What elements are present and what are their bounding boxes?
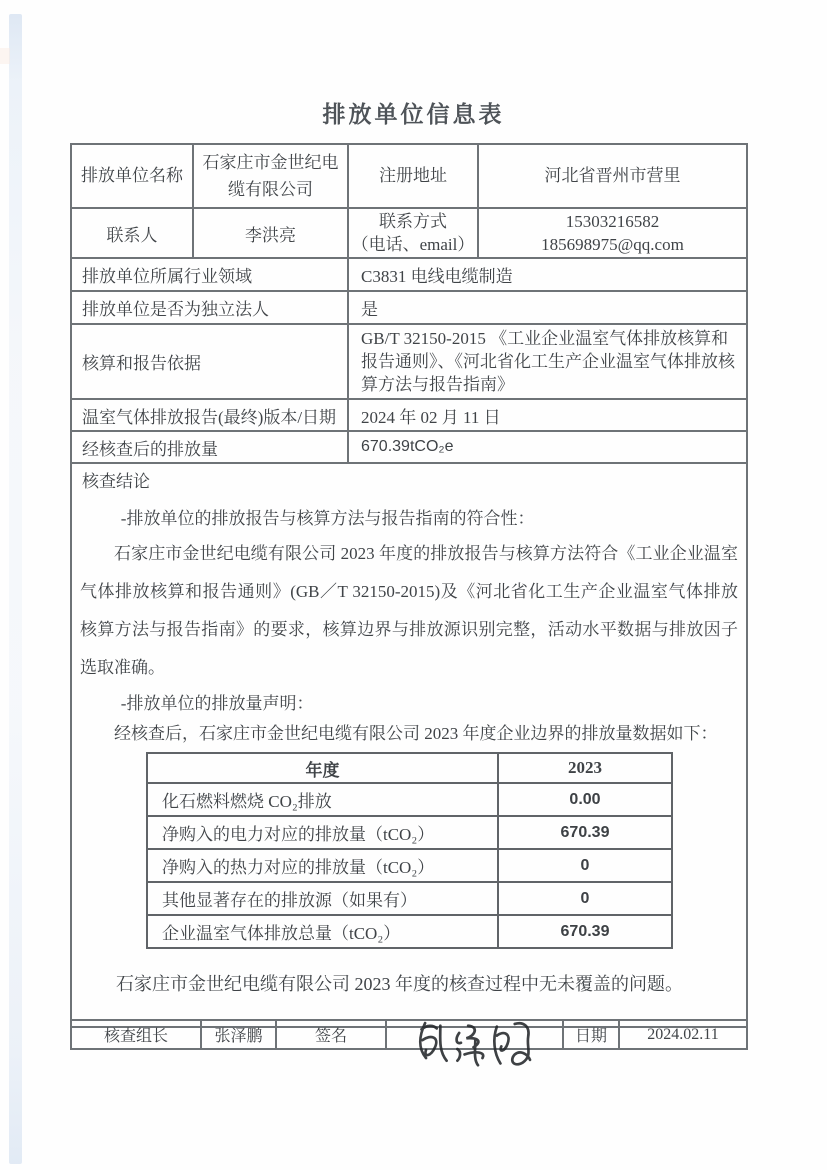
contact-email: 185698975@qq.com	[541, 235, 684, 254]
industry-field-value: C3831 电线电缆制造	[348, 258, 747, 291]
signature-label: 签名	[276, 1020, 386, 1049]
contact-method-label-line1: 联系方式	[379, 212, 447, 231]
report-version-date-value: 2024 年 02 月 11 日	[348, 399, 747, 431]
verified-emission-label: 经核查后的排放量	[71, 431, 348, 463]
table-row	[71, 258, 747, 291]
table-row	[147, 849, 672, 882]
contact-method-label	[348, 208, 478, 258]
conclusion-closing-statement: 石家庄市金世纪电缆有限公司 2023 年度的核查过程中无未覆盖的问题。	[116, 974, 683, 994]
contact-phone: 15303216582	[565, 212, 660, 231]
page-title: 排放单位信息表	[322, 101, 505, 127]
fossil-fuel-co2-label: 化石燃料燃烧 CO₂排放	[147, 783, 498, 816]
contact-person-value: 李洪亮	[193, 208, 348, 258]
table-row	[71, 399, 747, 431]
conclusion-paragraph-1: 石家庄市金世纪电缆有限公司 2023 年度的排放报告与核算方法符合《工业企业温室气体排放核算和报告通则》(GB／T 32150-2015)及《河北省化工生产企业温室气体排放核算方法与报告指南》的要求，核算边界与排放源识别完整，活动水平数据与排放因子选取准确。	[80, 544, 738, 677]
report-version-date-label: 温室气体排放报告(最终)版本/日期	[71, 399, 348, 431]
scanner-smudge-artifact	[0, 48, 10, 64]
total-ghg-value: 670.39	[498, 915, 672, 948]
table-row	[147, 915, 672, 948]
signature-handwriting	[409, 1015, 547, 1067]
purchased-heat-value: 0	[498, 849, 672, 882]
conclusion-paragraph-2: 经核查后，石家庄市金世纪电缆有限公司 2023 年度企业边界的排放量数据如下：	[114, 724, 718, 743]
verifier-role-label: 核查组长	[71, 1020, 201, 1049]
purchased-electricity-label: 净购入的电力对应的排放量（tCO₂）	[147, 816, 498, 849]
table-row	[147, 882, 672, 915]
industry-field-label: 排放单位所属行业领域	[71, 258, 348, 291]
info-table	[70, 143, 748, 1028]
conclusion-heading: 核查结论	[82, 472, 150, 491]
emissions-header-year: 年度	[147, 753, 498, 783]
table-row	[71, 463, 747, 1027]
table-row	[71, 291, 747, 324]
table-row	[71, 324, 747, 399]
table-row	[147, 783, 672, 816]
contact-person-label: 联系人	[71, 208, 193, 258]
independent-legal-entity-label: 排放单位是否为独立法人	[71, 291, 348, 324]
table-row	[71, 1020, 747, 1049]
fossil-fuel-co2-value: 0.00	[498, 783, 672, 816]
unit-name-label: 排放单位名称	[71, 144, 193, 208]
purchased-electricity-value: 670.39	[498, 816, 672, 849]
registered-address-label: 注册地址	[348, 144, 478, 208]
emissions-header-2023: 2023	[498, 753, 672, 783]
contact-method-value	[478, 208, 747, 258]
signature-row	[70, 1019, 748, 1050]
conclusion-point-2: -排放单位的排放量声明：	[120, 694, 314, 713]
table-row	[71, 208, 747, 258]
verification-conclusion-cell	[71, 463, 747, 1027]
table-row	[147, 753, 672, 783]
verifier-name: 张泽鹏	[201, 1020, 276, 1049]
other-sources-value: 0	[498, 882, 672, 915]
total-ghg-label: 企业温室气体排放总量（tCO₂）	[147, 915, 498, 948]
date-value: 2024.02.11	[619, 1020, 747, 1049]
registered-address-value: 河北省晋州市营里	[478, 144, 747, 208]
unit-name-value: 石家庄市金世纪电缆有限公司	[193, 144, 348, 208]
table-row	[71, 431, 747, 463]
other-sources-label: 其他显著存在的排放源（如果有）	[147, 882, 498, 915]
purchased-heat-label: 净购入的热力对应的排放量（tCO₂）	[147, 849, 498, 882]
table-row	[71, 144, 747, 208]
verified-emission-value: 670.39tCO₂e	[348, 431, 747, 463]
accounting-basis-value: GB/T 32150-2015 《工业企业温室气体排放核算和报告通则》、《河北省化工生产企业温室气体排放核算方法与报告指南》	[348, 324, 747, 399]
conclusion-point-1: -排放单位的排放报告与核算方法与报告指南的符合性：	[120, 509, 535, 528]
date-label: 日期	[563, 1020, 619, 1049]
signature-cell	[386, 1020, 563, 1049]
independent-legal-entity-value: 是	[348, 291, 747, 324]
contact-method-label-line2: （电话、email）	[351, 235, 475, 254]
emissions-data-table	[146, 752, 673, 949]
scanner-streak-artifact	[9, 14, 22, 1164]
table-row	[147, 816, 672, 849]
accounting-basis-label: 核算和报告依据	[71, 324, 348, 399]
